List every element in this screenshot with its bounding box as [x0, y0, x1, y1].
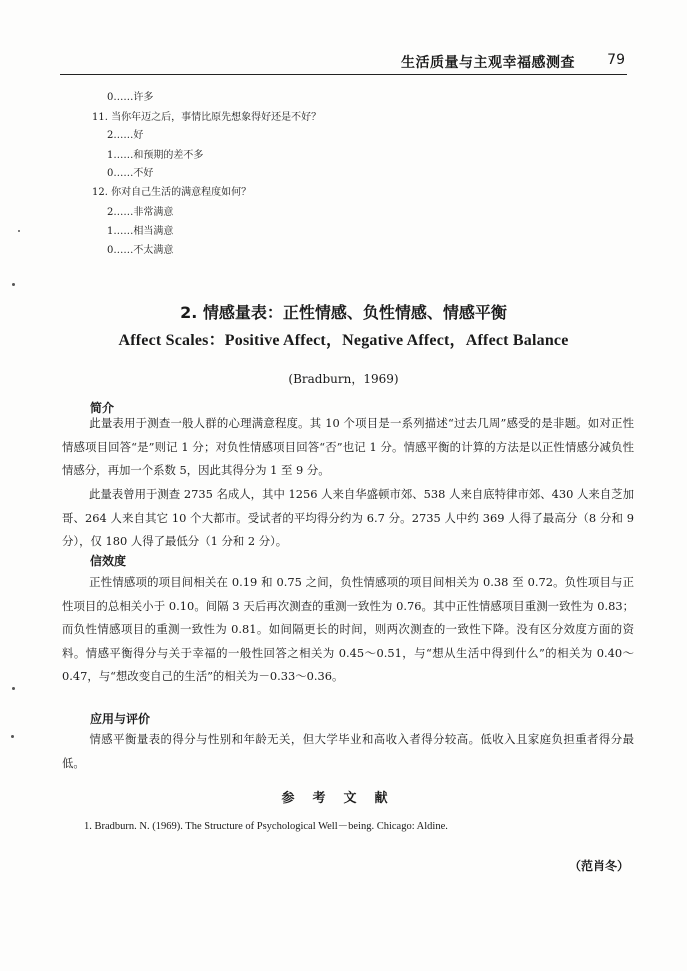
question-12: 12. 你对自己生活的满意程度如何？ — [92, 187, 252, 198]
scan-speck — [11, 735, 14, 738]
list-item: 1……相当满意 — [107, 226, 174, 237]
question-11: 11. 当你年迈之后，事情比原先想象得好还是不好？ — [92, 112, 322, 123]
running-title: 生活质量与主观幸福感测查 — [401, 55, 575, 71]
author-citation: (Bradburn，1969) — [288, 372, 399, 386]
validity-paragraph — [62, 571, 634, 689]
scan-speck — [12, 283, 15, 286]
intro-paragraph-2-text: 此量表曾用于测查 2735 名成人，其中 1256 人来自华盛顿市郊、538 人来自底特律市郊、430 人来自芝加哥、264 人来自其它 10 个大都市。受试者的平均得分约为 6.7 分。2735 人中约 369 人得了最高分（8 分和 9 分），仅 180 人得了最低分（1 分和 2 分）。 — [62, 487, 634, 548]
validity-paragraph-text: 正性情感项的项目间相关在 0.19 和 0.75 之间，负性情感项的项目间相关为 0.38 至 0.72。负性项目与正性项目的总相关小于 0.10。间隔 3 天后再次测查的重测一致性为 0.76。其中正性情感项目重测一致性为 0.83；而负性情感项目的重测一致性为 0.81。如间隔更长的时间，则两次测查的一致性下降。没有区分效度方面的资料。情感平衡得分与关于幸福的一般性回答之相关为 0.45～0.51，与“想从生活中得到什么”的相关为 0.40～0.47，与“想改变自己的生活”的相关为－0.33～0.36。 — [62, 575, 634, 683]
list-item: 0……许多 — [107, 92, 154, 103]
application-paragraph-text: 情感平衡量表的得分与性别和年龄无关，但大学毕业和高收入者得分较高。低收入且家庭负担重者得分最低。 — [62, 732, 634, 770]
intro-paragraph-2 — [62, 483, 634, 554]
list-item: 0……不太满意 — [107, 245, 174, 256]
list-item: 1……和预期的差不多 — [107, 150, 204, 161]
translator-credit: （范肖冬） — [568, 859, 629, 873]
intro-paragraph-1-text: 此量表用于测查一般人群的心理满意程度。其 10 个项目是一系列描述“过去几周”感受的是非题。如对正性情感项目回答“是”则记 1 分；对负性情感项目回答“否”也记 1 分。情感平衡的计算的方法是以正性情感分减负性情感分，再加一个系数 5，因此其得分为 1 至 9 分。 — [62, 416, 634, 477]
intro-heading: 简介 — [90, 401, 115, 415]
reference-item: 1. Bradburn. N. (1969). The Structure of Psychological Well－being. Chicago: Aldine. — [84, 821, 448, 832]
list-item: 2……非常满意 — [107, 207, 174, 218]
section-title-en: Affect Scales：Positive Affect，Negative Affect，Affect Balance — [118, 332, 569, 349]
scan-speck — [18, 230, 20, 232]
intro-paragraph-1 — [62, 412, 634, 483]
references-heading: 参考文献 — [281, 791, 406, 806]
scan-speck — [12, 687, 15, 690]
validity-heading: 信效度 — [90, 554, 127, 568]
application-heading: 应用与评价 — [90, 712, 151, 726]
page-number: 79 — [607, 52, 625, 68]
running-header — [60, 50, 627, 75]
application-paragraph — [62, 728, 634, 775]
list-item: 2……好 — [107, 130, 144, 141]
section-title-cn: 2. 情感量表：正性情感、负性情感、情感平衡 — [180, 303, 507, 322]
list-item: 0……不好 — [107, 168, 154, 179]
